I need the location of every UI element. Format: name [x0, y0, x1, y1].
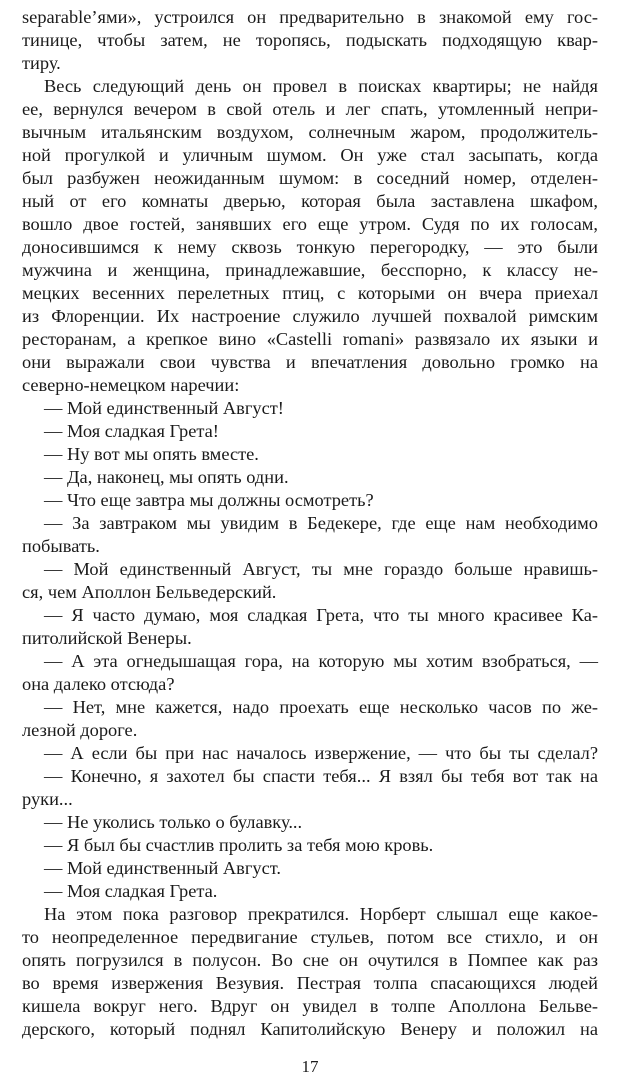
- text-line: ресторанам, а крепкое вино «Castelli romani» развязало их языки и: [22, 329, 598, 349]
- text-line: питолийской Венеры.: [22, 628, 192, 648]
- dialogue-line: — Я был бы счастлив пролить за тебя мою кровь.: [44, 835, 434, 855]
- text-line: то неопределенное передвигание стульев, потом все стихло, и он: [22, 927, 598, 947]
- dialogue-line: — Моя сладкая Грета.: [44, 881, 218, 901]
- dialogue-line: — Мой единственный Август!: [44, 398, 284, 418]
- text-line: мужчина и женщина, принадлежавшие, бесспорно, к классу не-: [22, 260, 598, 280]
- text-line: из Флоренции. Их настроение служило лучшей похвалой римским: [22, 306, 598, 326]
- dialogue-line: — Конечно, я захотел бы спасти тебя... Я взял бы тебя вот так на: [44, 766, 598, 786]
- text-line: она далеко отсюда?: [22, 674, 175, 694]
- dialogue-line: — Да, наконец, мы опять одни.: [44, 467, 289, 487]
- dialogue-line: — Мой единственный Август.: [44, 858, 282, 878]
- text-line: был разбужен неожиданным шумом: в соседний номер, отделен-: [22, 168, 598, 188]
- page-number: 17: [301, 1057, 319, 1076]
- dialogue-line: — А если бы при нас началось извержение, — что бы ты сделал?: [44, 743, 598, 763]
- text-line: ее, вернулся вечером в свой отель и лег спать, утомленный непри-: [22, 99, 598, 119]
- text-line: ный от его комнаты дверью, которая была заставлена шкафом,: [22, 191, 598, 211]
- text-line: лезной дороге.: [22, 720, 138, 740]
- dialogue-line: — Моя сладкая Грета!: [44, 421, 219, 441]
- dialogue-line: — Нет, мне кажется, надо проехать еще несколько часов по же-: [44, 697, 598, 717]
- text-line: мецких весенних перелетных птиц, с которыми он вчера приехал: [22, 283, 598, 303]
- dialogue-line: — За завтраком мы увидим в Бедекере, где еще нам необходимо: [44, 513, 598, 533]
- text-line: северно-немецком наречии:: [22, 375, 240, 395]
- dialogue-line: — Я часто думаю, моя сладкая Грета, что ты много красивее Ка-: [44, 605, 598, 625]
- text-line: вычным итальянским воздухом, солнечным жаром, продолжитель-: [22, 122, 598, 142]
- text-line: ся, чем Аполлон Бельведерский.: [22, 582, 277, 602]
- text-line: во время извержения Везувия. Пестрая толпа спасающихся людей: [22, 973, 598, 993]
- text-line: опять погрузился в полусон. Во сне он очутился в Помпее как раз: [22, 950, 598, 970]
- text-line: вошло двое гостей, занявших его еще утром. Судя по их голосам,: [22, 214, 598, 234]
- text-line: они выражали свои чувства и впечатления довольно громко на: [22, 352, 598, 372]
- dialogue-line: — Что еще завтра мы должны осмотреть?: [44, 490, 374, 510]
- text-line: тиру.: [22, 53, 61, 73]
- text-line: кишела вокруг него. Вдруг он увидел в толпе Аполлона Бельве-: [22, 996, 598, 1016]
- text-line: доносившимся к нему сквозь тонкую перегородку, — это были: [22, 237, 598, 257]
- text-line: На этом пока разговор прекратился. Норберт слышал еще какое-: [44, 904, 598, 924]
- text-line: ной прогулкой и уличным шумом. Он уже стал засыпать, когда: [22, 145, 598, 165]
- dialogue-line: — Ну вот мы опять вместе.: [44, 444, 259, 464]
- text-line: separable’ями», устроился он предварительно в знакомой ему гос-: [22, 7, 598, 27]
- dialogue-line: — Не уколись только о булавку...: [44, 812, 303, 832]
- dialogue-line: — Мой единственный Август, ты мне гораздо больше нравишь-: [44, 559, 598, 579]
- text-line: Весь следующий день он провел в поисках квартиры; не найдя: [44, 76, 598, 96]
- text-line: дерского, который поднял Капитолийскую Венеру и положил на: [22, 1019, 598, 1039]
- text-line: побывать.: [22, 536, 100, 556]
- text-line: руки...: [22, 789, 73, 809]
- text-line: тинице, чтобы затем, не торопясь, подыскать подходящую квар-: [22, 30, 598, 50]
- dialogue-line: — А эта огнедышащая гора, на которую мы хотим взобраться, —: [44, 651, 598, 671]
